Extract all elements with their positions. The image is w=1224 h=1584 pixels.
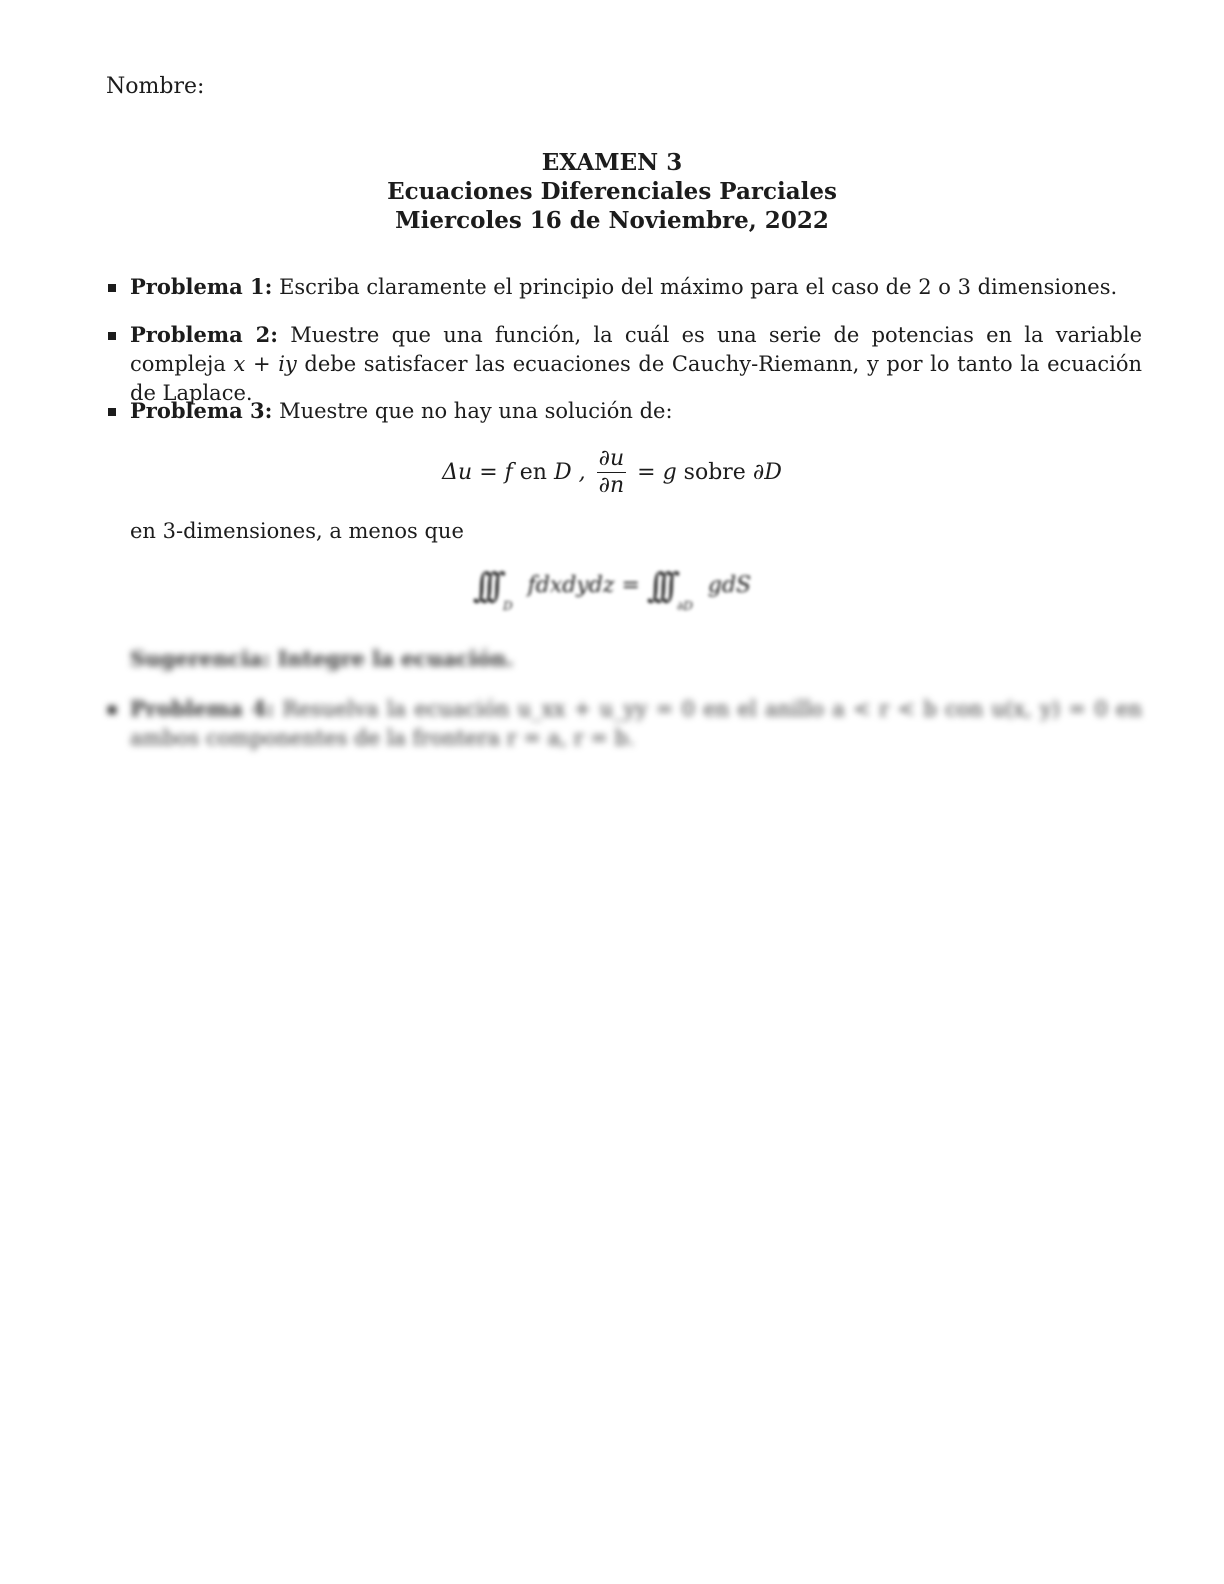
eq-lhs: Δu = f — [442, 460, 513, 485]
problem-1-label: Problema 1: — [130, 274, 273, 299]
triple-integral-icon: ∫∫∫ — [646, 566, 671, 606]
name-label: Nombre: — [106, 74, 205, 99]
problem-2-text-b: debe satisfacer las ecuaciones de Cauchy-Riemann, y por lo tanto la ecuación de Laplace. — [130, 352, 1142, 405]
bullet-icon — [108, 408, 116, 416]
bullet-icon — [108, 284, 116, 292]
title-block — [0, 148, 1224, 235]
problem-4 — [130, 694, 1142, 753]
exam-date: Miercoles 16 de Noviembre, 2022 — [395, 207, 829, 234]
exam-title: EXAMEN 3 — [541, 149, 683, 176]
eq-denominator: ∂n — [598, 473, 625, 498]
int-rhs-body: gdS — [707, 573, 752, 598]
int-lhs-sub: D — [503, 599, 513, 613]
problem-3-label: Problema 3: — [130, 398, 273, 423]
problem-3 — [130, 396, 1142, 426]
eq-en: en — [519, 460, 547, 485]
int-lhs-body: fdxdydz = — [527, 573, 640, 598]
problem-3-hint: Sugerencia: Integre la ecuación. — [130, 646, 514, 671]
eq-boundary: ∂D — [752, 460, 782, 485]
int-rhs-sub: ∂D — [677, 599, 693, 613]
problem-2 — [130, 320, 1142, 408]
bullet-icon — [108, 332, 116, 340]
equation-neumann — [0, 446, 1224, 499]
course-title: Ecuaciones Diferenciales Parciales — [387, 178, 837, 205]
problem-3-text: Muestre que no hay una solución de: — [279, 399, 673, 423]
eq-domain: D , — [553, 460, 586, 485]
bullet-icon — [108, 706, 116, 714]
problem-4-text: Resuelva la ecuación u_xx + u_yy = 0 en el anillo a < r < b con u(x, y) = 0 en ambos componentes de la frontera r = a, r = b. — [130, 697, 1142, 750]
problem-4-label: Problema 4: — [130, 696, 275, 721]
problem-3-condition: en 3-dimensiones, a menos que — [130, 519, 464, 543]
problem-2-text-a: Muestre que una función, la cuál es una serie de potencias en la variable compleja — [130, 323, 1142, 376]
problem-2-math: x + iy — [233, 352, 297, 376]
eq-rhs: = g — [637, 460, 677, 485]
problem-2-label: Problema 2: — [130, 322, 278, 347]
eq-sobre: sobre — [683, 460, 746, 485]
problem-1-text: Escriba claramente el principio del máximo para el caso de 2 o 3 dimensiones. — [279, 275, 1118, 299]
eq-fraction — [597, 446, 627, 499]
equation-integrals — [0, 566, 1224, 613]
eq-numerator: ∂u — [598, 446, 625, 471]
problem-1 — [130, 272, 1142, 302]
triple-integral-icon: ∫∫∫ — [472, 566, 497, 606]
